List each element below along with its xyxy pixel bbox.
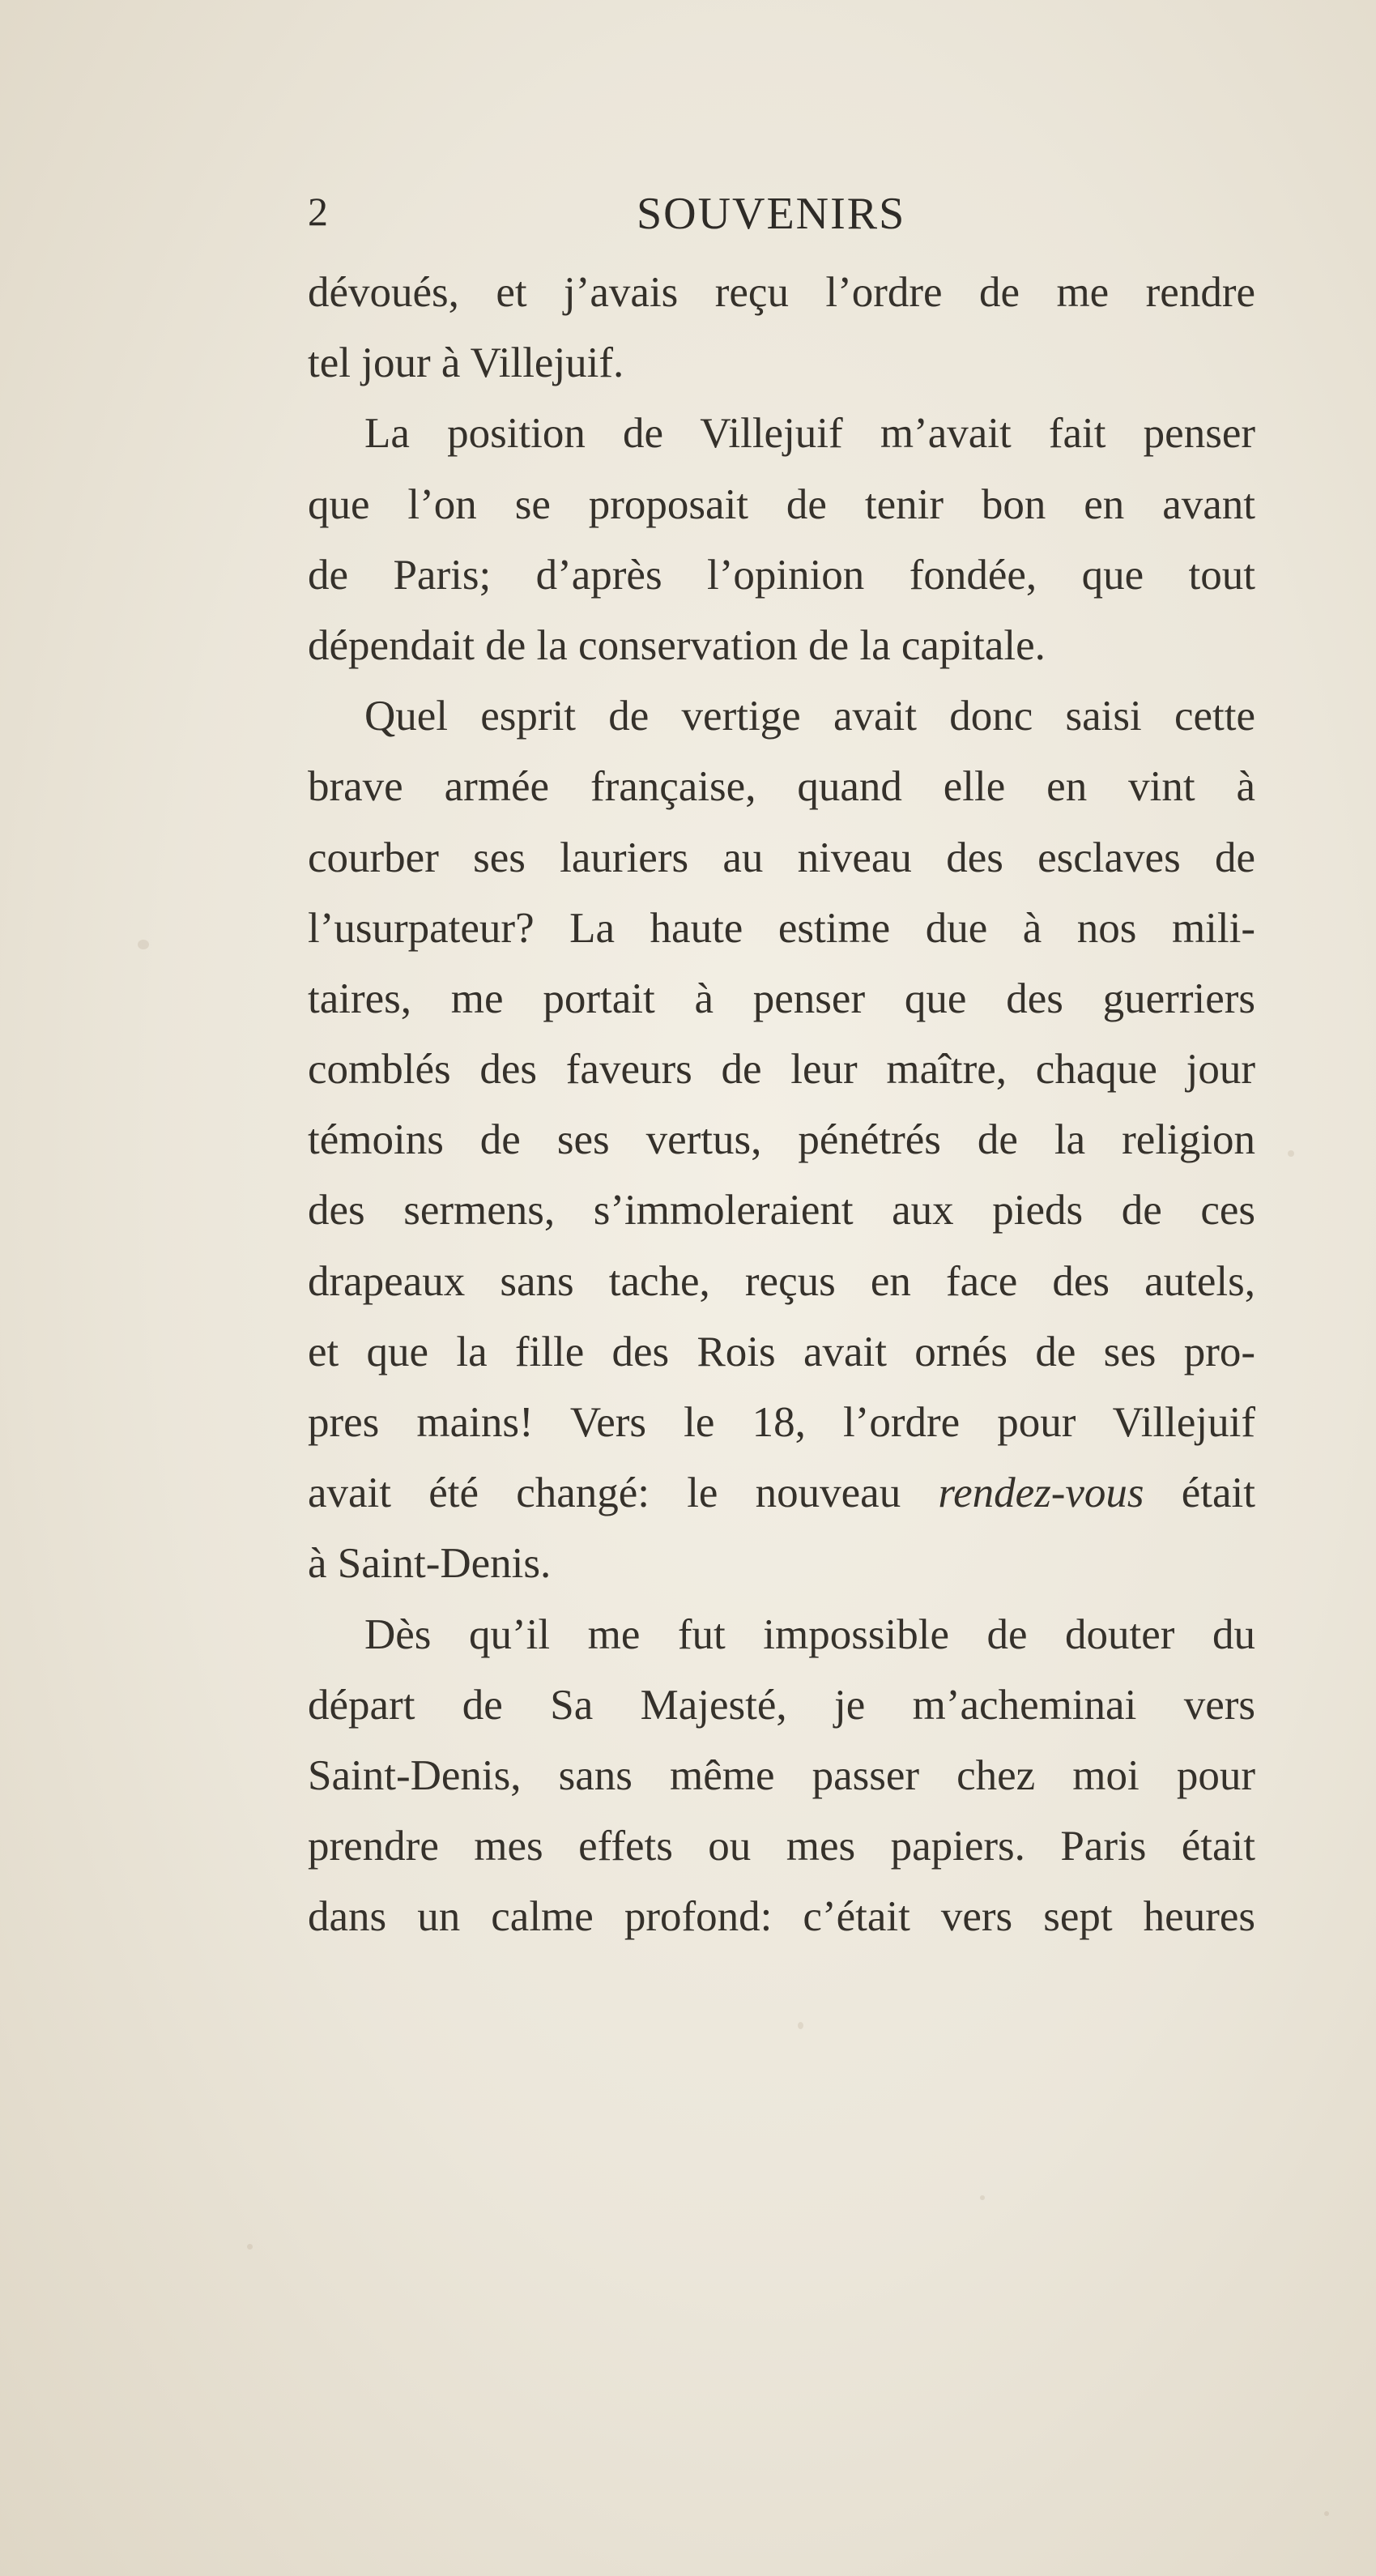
text-line: l’usurpateur? La haute estime due à nos mili- xyxy=(308,904,1255,952)
text-run: avait été changé: le nouveau xyxy=(308,1469,939,1517)
text-line: courber ses lauriers au niveau des esclaves de xyxy=(308,834,1255,881)
text-line: Saint-Denis, sans même passer chez moi pour xyxy=(308,1751,1255,1799)
text-line: de Paris; d’après l’opinion fondée, que tout xyxy=(308,551,1255,599)
text-line: que l’on se proposait de tenir bon en avant xyxy=(308,480,1255,528)
text-line: taires, me portait à penser que des guerriers xyxy=(308,975,1255,1022)
paper-stain xyxy=(1324,2511,1329,2516)
text-line: Dès qu’il me fut impossible de douter du xyxy=(364,1610,1255,1658)
text-line: à Saint-Denis. xyxy=(308,1540,552,1588)
page-number: 2 xyxy=(308,189,328,234)
text-line: La position de Villejuif m’avait fait penser xyxy=(364,410,1255,458)
text-line xyxy=(308,1458,1255,1529)
text-line: pres mains! Vers le 18, l’ordre pour Villejuif xyxy=(308,1399,1255,1446)
text-line: départ de Sa Majesté, je m’acheminai vers xyxy=(308,1681,1255,1729)
page-header xyxy=(308,188,1280,253)
text-line: des sermens, s’immoleraient aux pieds de ces xyxy=(308,1187,1255,1235)
paper-stain xyxy=(980,2195,985,2200)
text-line: Quel esprit de vertige avait donc saisi cette xyxy=(364,693,1255,740)
text-line: témoins de ses vertus, pénétrés de la religion xyxy=(308,1116,1255,1164)
text-line: comblés des faveurs de leur maître, chaque jour xyxy=(308,1046,1255,1094)
text-line: dans un calme profond: c’était vers sept heures xyxy=(308,1893,1255,1941)
paper-stain xyxy=(798,2022,803,2029)
text-run: était xyxy=(1144,1469,1255,1517)
italic-term: rendez-vous xyxy=(938,1469,1144,1517)
paper-stain xyxy=(247,2244,253,2250)
text-line: et que la fille des Rois avait ornés de ses pro- xyxy=(308,1328,1255,1375)
text-line: dépendait de la conservation de la capitale. xyxy=(308,621,1046,669)
paper-stain xyxy=(138,940,149,949)
text-line: brave armée française, quand elle en vint à xyxy=(308,763,1255,811)
text-line: drapeaux sans tache, reçus en face des autels, xyxy=(308,1257,1255,1305)
text-line: tel jour à Villejuif. xyxy=(308,339,624,387)
text-line: prendre mes effets ou mes papiers. Paris était xyxy=(308,1823,1255,1870)
body-text xyxy=(308,258,1255,1953)
running-head: SOUVENIRS xyxy=(637,189,906,239)
paper-stain xyxy=(1288,1150,1294,1157)
text-line: dévoués, et j’avais reçu l’ordre de me rendre xyxy=(308,269,1255,316)
